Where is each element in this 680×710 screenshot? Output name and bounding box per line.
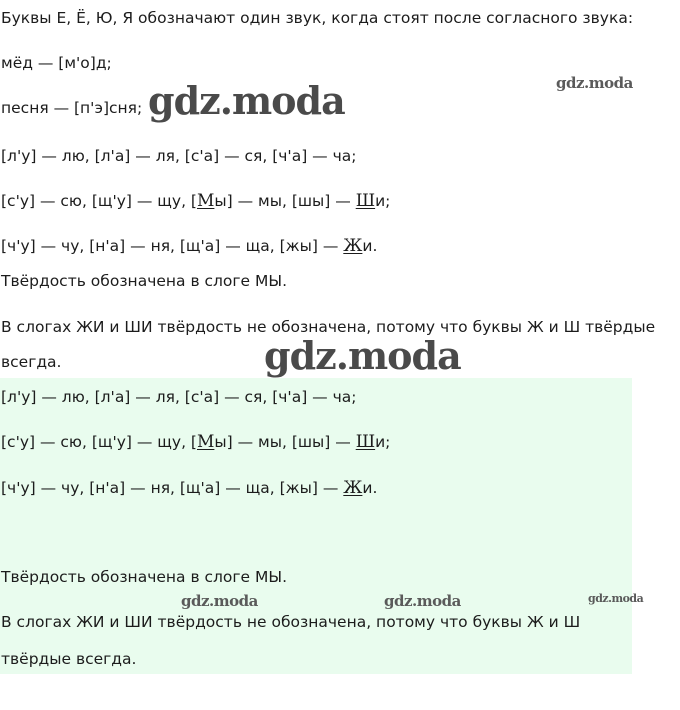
syllables-row-2: [с'у] — сю, [щ'у] — щу, [Мы] — мы, [шы] — Ши; — [1, 191, 391, 211]
syllables-row-1: [л'у] — лю, [л'а] — ля, [с'а] — ся, [ч'а] — ча; — [1, 147, 357, 165]
green-syllables-row-2: [с'у] — сю, [щ'у] — щу, [Мы] — мы, [шы] — Ши; — [1, 432, 391, 452]
example-med: мёд — [м'о]д; — [1, 54, 112, 72]
watermark-top-right: gdz.moda — [556, 74, 633, 92]
syllables-row-3: [ч'у] — чу, [н'а] — ня, [щ'а] — ща, [жы] — Жи. — [1, 236, 378, 256]
example-pesnya: песня — [п'э]сня; — [1, 99, 143, 117]
letter-sh: Ш — [355, 191, 376, 211]
green-letter-zh: Ж — [343, 478, 363, 498]
green-letter-m: М — [196, 432, 215, 452]
watermark-bottom-2: gdz.moda — [384, 592, 461, 610]
green-softness-text-line-2: твёрдые всегда. — [1, 650, 137, 668]
softness-text-line-1: В слогах ЖИ и ШИ твёрдость не обозначена, потому что буквы Ж и Ш твёрдые — [1, 318, 656, 336]
green-letter-sh: Ш — [355, 432, 376, 452]
letter-m: М — [196, 191, 215, 211]
green-syllables-row-3: [ч'у] — чу, [н'а] — ня, [щ'а] — ща, [жы] — Жи. — [1, 478, 378, 498]
watermark-bottom-1: gdz.moda — [181, 592, 258, 610]
watermark-big-2: gdz.moda — [264, 333, 461, 378]
softness-text-line-2: всегда. — [1, 353, 62, 371]
watermark-big-1: gdz.moda — [148, 78, 345, 123]
intro-text: Буквы Е, Ё, Ю, Я обозначают один звук, когда стоят после согласного звука: — [1, 9, 634, 27]
watermark-bottom-3: gdz.moda — [588, 592, 644, 605]
green-hardness-text: Твёрдость обозначена в слоге МЫ. — [1, 568, 288, 586]
hardness-text: Твёрдость обозначена в слоге МЫ. — [1, 272, 288, 290]
green-syllables-row-1: [л'у] — лю, [л'а] — ля, [с'а] — ся, [ч'а] — ча; — [1, 388, 357, 406]
letter-zh: Ж — [343, 236, 363, 256]
green-softness-text-line-1: В слогах ЖИ и ШИ твёрдость не обозначена, потому что буквы Ж и Ш — [1, 613, 581, 631]
